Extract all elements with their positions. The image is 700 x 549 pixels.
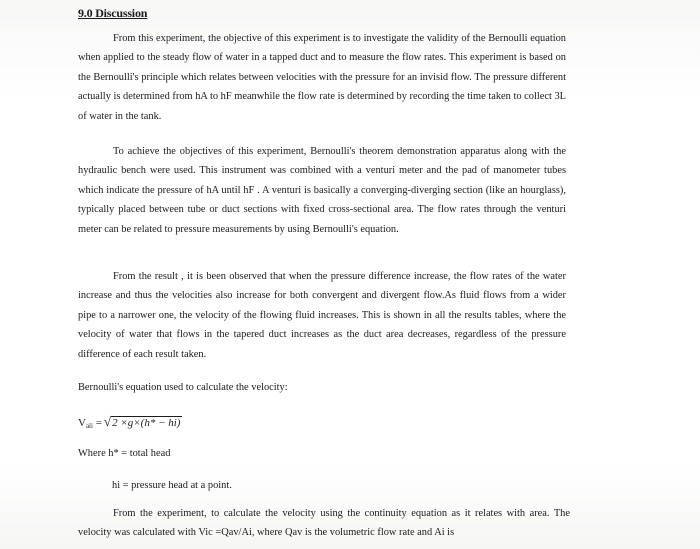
paragraph-apparatus: To achieve the objectives of this experiment, Bernoulli's theorem demonstration apparatus along with the hydraulic bench were used. This instrument was combined with a venturi meter and the pad of manometer tubes which indicate the pressure of hA until hF . A venturi is basically a converging-diverging section (like an hourglass), typically placed between tube or duct sections with fixed cross-sectional area. The flow rates through the venturi meter can be related to pressure measurements by using Bernoulli's equation.	[78, 146, 566, 235]
paragraph-continuity: From the experiment, to calculate the velocity using the continuity equation as it relates with area. The velocity was calculated with Vic =Qav/Ai, where Qav is the volumetric flow rate and Ai is	[78, 508, 570, 539]
where-total-head: Where h* = total head	[78, 448, 171, 459]
section-heading: 9.0 Discussion	[78, 6, 148, 20]
paragraph-objective: From this experiment, the objective of this experiment is to investigate the validity of the Bernoulli equation when applied to the steady flow of water in a tapped duct and to measure the flow rates. This experiment is based on the Bernoulli's principle which relates between velocities with the pressure for an invisid flow. The pressure different actually is determined from hA to hF meanwhile the flow rate is determined by recording the time taken to collect 3L of water in the tank.	[78, 33, 566, 122]
square-root-icon: √	[103, 414, 112, 429]
formula-lhs-subscript: ali	[85, 422, 93, 430]
formula-radicand: 2 ×g×(h* − hi)	[112, 417, 181, 429]
paragraph-results: From the result , it is been observed that when the pressure difference increase, the flow rates of the water increase and thus the velocities also increase for both convergent and divergent flow.As fluid flows from a wider pipe to a narrower one, the velocity of the flowing fluid increases. This is shown in all the results tables, where the velocity of water that flows in the tapered duct increases as the duct area decreases, regardless of the pressure difference of each result taken.	[78, 271, 566, 360]
formula-equals: =	[95, 417, 102, 429]
formula-lhs: V	[78, 417, 86, 429]
pressure-head-definition: hi = pressure head at a point.	[112, 480, 232, 491]
bernoulli-intro: Bernoulli's equation used to calculate the velocity:	[78, 382, 288, 393]
velocity-formula	[78, 414, 182, 434]
